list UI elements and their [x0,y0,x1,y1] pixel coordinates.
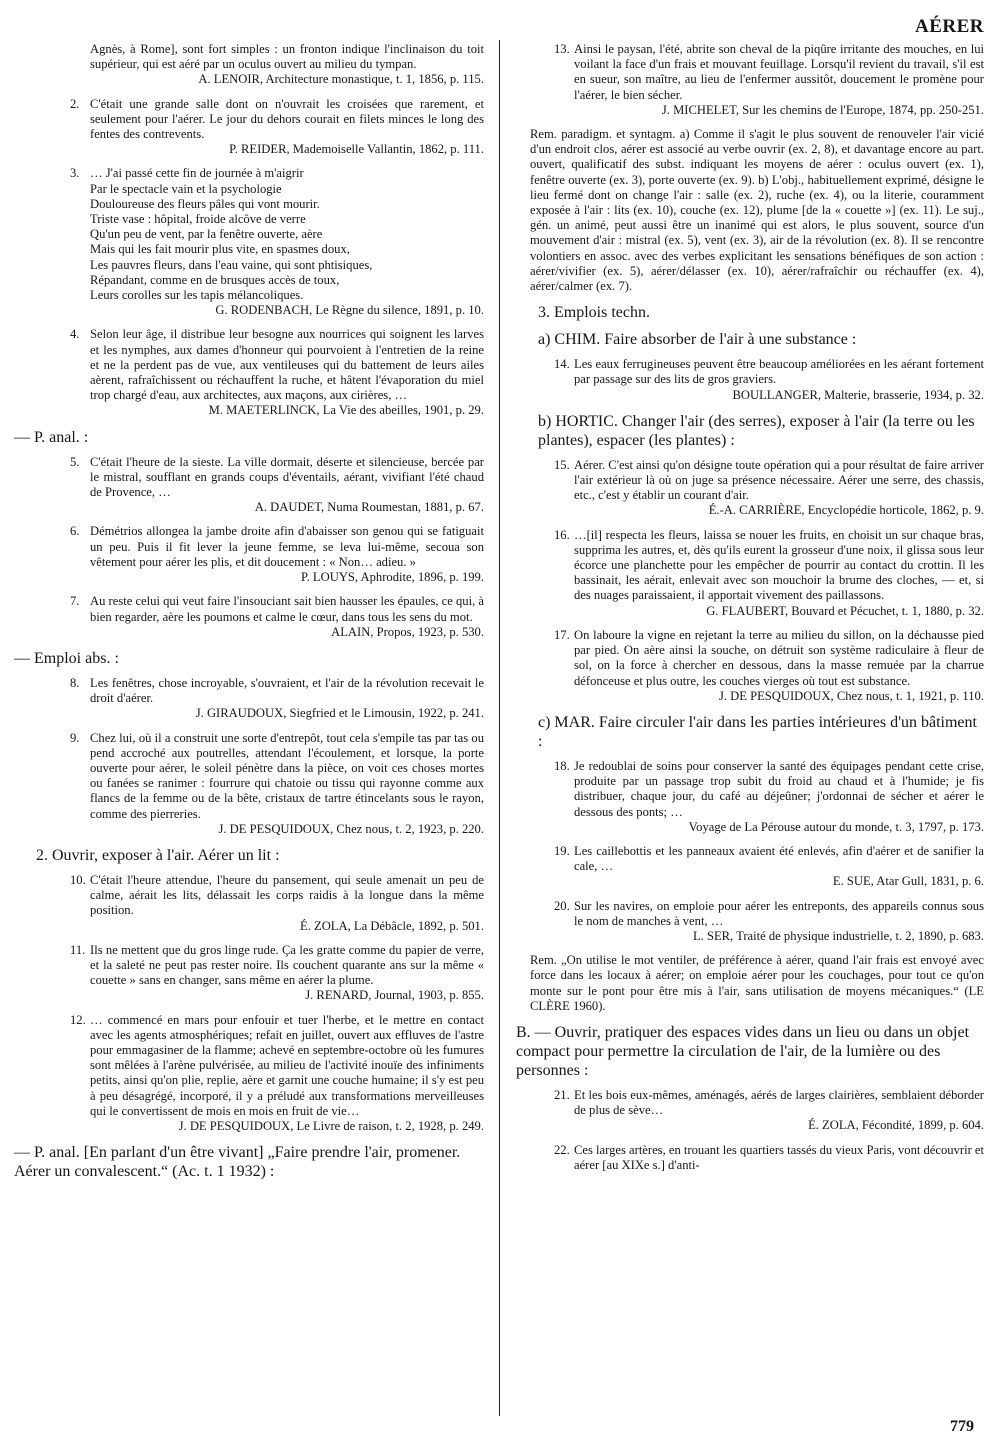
example-number: 18. [554,758,570,773]
subsection-chim: a) CHIM. Faire absorber de l'air à une substance : [538,331,857,349]
example-source: G. FLAUBERT, Bouvard et Pécuchet, t. 1, 1880, p. 32. [706,603,984,618]
left-column [14,42,484,1189]
example-number: 13. [554,42,570,56]
column-rule [499,40,500,1416]
example-number: 5. [70,454,80,469]
example-text: C'était une grande salle dont on n'ouvrait les croisées que rarement, et seulement pour l'aérer. Le jour du dehors courait en filets minces le long des fentes des contrevents. [90,96,484,142]
example-20 [516,899,984,945]
example-source: E. SUE, Atar Gull, 1831, p. 6. [832,874,984,889]
example-text: On laboure la vigne en rejetant la terre au milieu du sillon, on la déchausse pied par pied. On aère ainsi la souche, on détruit son système radiculaire à fleur de sol, on la force à chercher en dessous, dans la masse remuée par la charrue défonceuse et plus outre, les couches vierges où tout est substance. [574,627,984,688]
example-source: Voyage de La Pérouse autour du monde, t. 3, 1797, p. 173. [688,819,984,834]
example-number: 22. [554,1142,570,1157]
example-text: Je redoublai de soins pour conserver la santé des équipages pendant cette crise, produite par un passage trop subit du froid au chaud et à l'humide; je fis distribuer, chaque jour, du café au déjeûner; j'ordonnai de sécher et aérer le dessous des ponts; … [574,758,984,819]
example-text: Les fenêtres, chose incroyable, s'ouvraient, et l'air de la révolution recevait le droit d'aérer. [90,675,484,706]
example-source: J. GIRAUDOUX, Siegfried et le Limousin, 1922, p. 241. [195,706,484,721]
example-source: J. RENARD, Journal, 1903, p. 855. [305,988,484,1003]
example-source: G. RODENBACH, Le Règne du silence, 1891, p. 10. [215,303,484,318]
page-number: 779 [950,1418,974,1435]
example-text: … commencé en mars pour enfouir et tuer l'herbe, et le mettre en contact avec les agents atmosphériques; refait en juillet, ouvert aux effluves de l'astre pour emmagasiner de la flamme; achevé en septembre-octobre où les fumures sont mêlées à l'arène pulvérisée, au milieu de l'activité inouïe des infiniments petits, ainsi qu'on plie, replie, aère et garnit une couche humaine; il s'y est peu à peu désagrégé, incorporé, il y a préludé aux transformations merveilleuses qui le convertissent de mois en mois en fruit de vie… [90,1012,484,1118]
example-source: L. SER, Traité de physique industrielle, t. 2, 1890, p. 683. [692,928,984,943]
example-text: Et les bois eux-mêmes, aménagés, aérés de larges clairières, semblaient déborder de plus de sève… [574,1087,984,1118]
example-text: Ainsi le paysan, l'été, abrite son cheval de la piqûre irritante des mouches, en lui voilant la face d'un frais et mouvant feuillage. Lorsqu'il revient du travail, s'il est en sueur, son maître, au lieu de l'enfermer aussitôt, doucement le promène pour l'aérer, le bien sécher. [574,42,984,102]
subsection-hortic: b) HORTIC. Changer l'air (des serres), exposer à l'air (la terre ou les plantes), espacer (les plantes) : [538,412,975,449]
running-head: AÉRER [914,16,984,37]
example-8 [14,676,484,722]
example-17 [516,628,984,704]
example-text: …[il] respecta les fleurs, laissa se nouer les fruits, en choisit un sur chaque bras, supprima les autres, et, dès qu'ils eurent la grosseur d'une noix, il glissa sous leur écorce une planchette pour les empêcher de pourrir au contact du crottin. Il les bassinait, les aérait, enlevait avec son mouchoir la brume des cloches, — et, si des nuages paraissaient, il apportait vivement des paillassons. [574,527,984,603]
example-source: A. DAUDET, Numa Roumestan, 1881, p. 67. [254,500,484,515]
example-text: Ces larges artères, en trouant les quartiers tassés du vieux Paris, vont découvrir et aérer [au XIXe s.] d'anti- [574,1142,984,1172]
example-source: É. ZOLA, Fécondité, 1899, p. 604. [808,1118,984,1133]
example-number: 14. [554,357,570,372]
example-number: 9. [70,730,80,745]
example-number: 12. [70,1012,86,1027]
example-source: A. LENOIR, Architecture monastique, t. 1, 1856, p. 115. [198,72,484,87]
example-source: J. MICHELET, Sur les chemins de l'Europe, 1874, pp. 250-251. [661,102,984,117]
section-p-anal-2: — P. anal. [En parlant d'un être vivant] „Faire prendre l'air, promener. Aérer un convalescent.“ (Ac. t. 1 1932) : [14,1144,461,1181]
example-21 [516,1088,984,1134]
example-number: 15. [554,457,570,472]
example-number: 6. [70,524,80,539]
example-number: 7. [70,594,80,609]
example-text: Les eaux ferrugineuses peuvent être beaucoup améliorées en les aérant fortement par passage sur des lits de gros graviers. [574,357,984,387]
example-16 [516,528,984,619]
example-number: 8. [70,675,80,690]
example-5 [14,455,484,516]
subsection-mar: c) MAR. Faire circuler l'air dans les parties intérieures d'un bâtiment : [538,713,977,750]
remark-ventiler: Rem. „On utilise le mot ventiler, de préférence à aérer, quand l'air frais est envoyé avec force dans les locaux à aérer; on emploie aérer pour les couchages, pour tout ce qu'on monte sur le pont pour être mis à l'air, sans utilisation de moyens mécaniques.“ (LE CLÈRE 1960). [530,953,984,1013]
example-text: Sur les navires, on emploie pour aérer les entreponts, des appareils connus sous le nom de manches à vent, … [574,898,984,928]
section-3: 3. Emplois techn. [538,304,650,322]
example-number: 10. [70,872,86,887]
example-15 [516,458,984,519]
example-poem: … J'ai passé cette fin de journée à m'aigrir Par le spectacle vain et la psychologie Douloureuse des fleurs pâles qui vont mourir. Triste vase : hôpital, froide alcôve de verre Qu'un peu de vent, par la fenêtre ouverte, aère Mais qui les fait mourir plus vite, en spasmes doux, Les pauvres fleurs, dans l'eau vaine, qui sont phtisiques, Répandant, comme en de brusques accès de toux, Leurs corolles sur les tapis mélancoliques. [90,166,373,303]
example-11 [14,943,484,1004]
example-number: 2. [70,96,80,111]
example-14 [516,357,984,403]
section-2: 2. Ouvrir, exposer à l'air. Aérer un lit : [36,846,280,864]
example-source: P. REIDER, Mademoiselle Vallantin, 1862, p. 111. [229,142,484,157]
example-number: 21. [554,1087,570,1102]
example-2 [14,97,484,158]
remark-paradigm: Rem. paradigm. et syntagm. a) Comme il s'agit le plus souvent de renouveler l'air vicié d'un endroit clos, aérer est associé au verbe ouvrir (ex. 2, 8), et davantage encore au part. ouvert, qualificatif des subst. indiquant les moyens de aérer : oculus ouvert (ex. 1), fenêtre ouverte (ex. 3), porte ouverte (ex. 9). b) L'obj., habituellement exprimé, désigne le lieu fermé dont on change l'air : salle (ex. 2), ruche (ex. 4), ou la literie, couramment exposée à l'air : lits (ex. 10), couche (ex. 12), plume [de la « couette »] (ex. 11). Le suj., gén. un animé, peut aussi être un inanimé qui est alors, le plus souvent, source d'un mouvement d'air : mistral (ex. 5), vent (ex. 3), air de la révolution (ex. 8). Il se rencontre volontiers en assoc. avec des verbes explicitant les sensations bénéfiques de son action : aérer/vivifier (ex. 5), aérer/délasser (ex. 10), aérer/rafraîchir ou réchauffer (ex. 4), aérer/calmer (ex. 7). [530,127,984,294]
example-number: 20. [554,898,570,913]
example-text: Aérer. C'est ainsi qu'on désigne toute opération qui a pour résultat de faire arriver l'air extérieur là où on juge sa présence nécessaire. Aérer une serre, des chassis, etc., c'est y établir un courant d'air. [574,457,984,503]
example-13 [516,42,984,118]
example-6 [14,524,484,585]
example-number: 4. [70,327,80,342]
example-12 [14,1013,484,1135]
right-column [516,42,984,1182]
example-text: Les caillebottis et les panneaux avaient été enlevés, afin d'aérer et de sanifier la cale, … [574,843,984,874]
example-1-continued [14,42,484,88]
example-text: Ils ne mettent que du gros linge rude. Ça les gratte comme du papier de verre, et la saleté ne peut pas rester noire. Ils couchent quarante ans sur la même « couette » sans en changer, sans même en aérer la plume. [90,942,484,988]
example-text: Chez lui, où il a construit une sorte d'entrepôt, tout cela s'empile tas par tas ou pend accroché aux poutrelles, attendant l'écoulement, et lorsque, la porte ouverte pour aérer, le soleil pénètre dans la pièce, on voit ces choses mortes ou fanées se ranimer : fourrure qui chatoie ou tissu qui rayonne comme aux flancs de la femme ou de la bête, cristaux de tartre étincelants sous le rayon, comme des pierreries. [90,730,484,821]
example-19 [516,844,984,890]
example-4 [14,327,484,418]
example-source: BOULLANGER, Malterie, brasserie, 1934, p. 32. [732,387,984,402]
section-b: B. — Ouvrir, pratiquer des espaces vides dans un lieu ou dans un objet compact pour permettre la circulation de l'air, de la lumière ou des personnes : [516,1023,970,1079]
example-source: J. DE PESQUIDOUX, Chez nous, t. 1, 1921, p. 110. [718,688,984,703]
example-source: M. MAETERLINCK, La Vie des abeilles, 1901, p. 29. [208,403,484,418]
example-text: Agnès, à Rome], sont fort simples : un fronton indique l'inclinaison du toit supérieur, qui est aéré par un oculus ouvert au milieu du tympan. [90,42,484,72]
example-number: 11. [70,942,86,957]
example-text: C'était l'heure attendue, l'heure du pansement, qui seule amenait un peu de calme, aérait les lits, délassait les corps raidis à la longue dans la même position. [90,872,484,918]
example-3 [14,166,484,318]
example-10 [14,873,484,934]
example-text: Démétrios allongea la jambe droite afin d'abaisser son genou qui se fatiguait un peu. Puis il fit lever la jeune femme, se leva lui-même, secoua son vêtement pour aérer les plis, et dit doucement : « Non… adieu. » [90,524,484,569]
example-source: ALAIN, Propos, 1923, p. 530. [331,624,484,639]
example-text: C'était l'heure de la sieste. La ville dormait, déserte et silencieuse, bercée par le mistral, soufflant en grands coups d'éventails, aérant, vivifiant l'été chaud de Provence, … [90,454,484,500]
example-9 [14,731,484,837]
section-emploi-abs: — Emploi abs. : [14,649,119,667]
example-18 [516,759,984,835]
example-source: J. DE PESQUIDOUX, Chez nous, t. 2, 1923, p. 220. [218,821,484,836]
section-p-anal: — P. anal. : [14,428,89,446]
example-text: Selon leur âge, il distribue leur besogne aux nourrices qui soignent les larves et les nymphes, aux dames d'honneur qui pourvoient à l'entretien de la reine et ne la perdent pas de vue, aux ventileuses qui du battement de leurs ailes aèrent, rafraîchissent ou réchauffent la ruche, et hâtent l'évaporation du miel trop chargé d'eau, aux architectes, aux maçons, aux cirières, … [90,327,484,403]
example-source: É. ZOLA, La Débâcle, 1892, p. 501. [300,918,484,933]
example-text: Au reste celui qui veut faire l'insouciant sait bien hausser les épaules, ce qui, à bien regarder, aère les poumons et calme le cœur, dans tous les sens du mot. [90,594,484,624]
example-source: J. DE PESQUIDOUX, Le Livre de raison, t. 2, 1928, p. 249. [178,1118,484,1133]
example-number: 19. [554,843,570,858]
example-source: P. LOUYS, Aphrodite, 1896, p. 199. [301,570,484,585]
example-22 [516,1143,984,1173]
example-7 [14,594,484,640]
example-source: É.-A. CARRIÈRE, Encyclopédie horticole, 1862, p. 9. [708,503,984,518]
example-number: 3. [70,166,80,181]
example-number: 16. [554,527,570,542]
example-number: 17. [554,627,570,642]
